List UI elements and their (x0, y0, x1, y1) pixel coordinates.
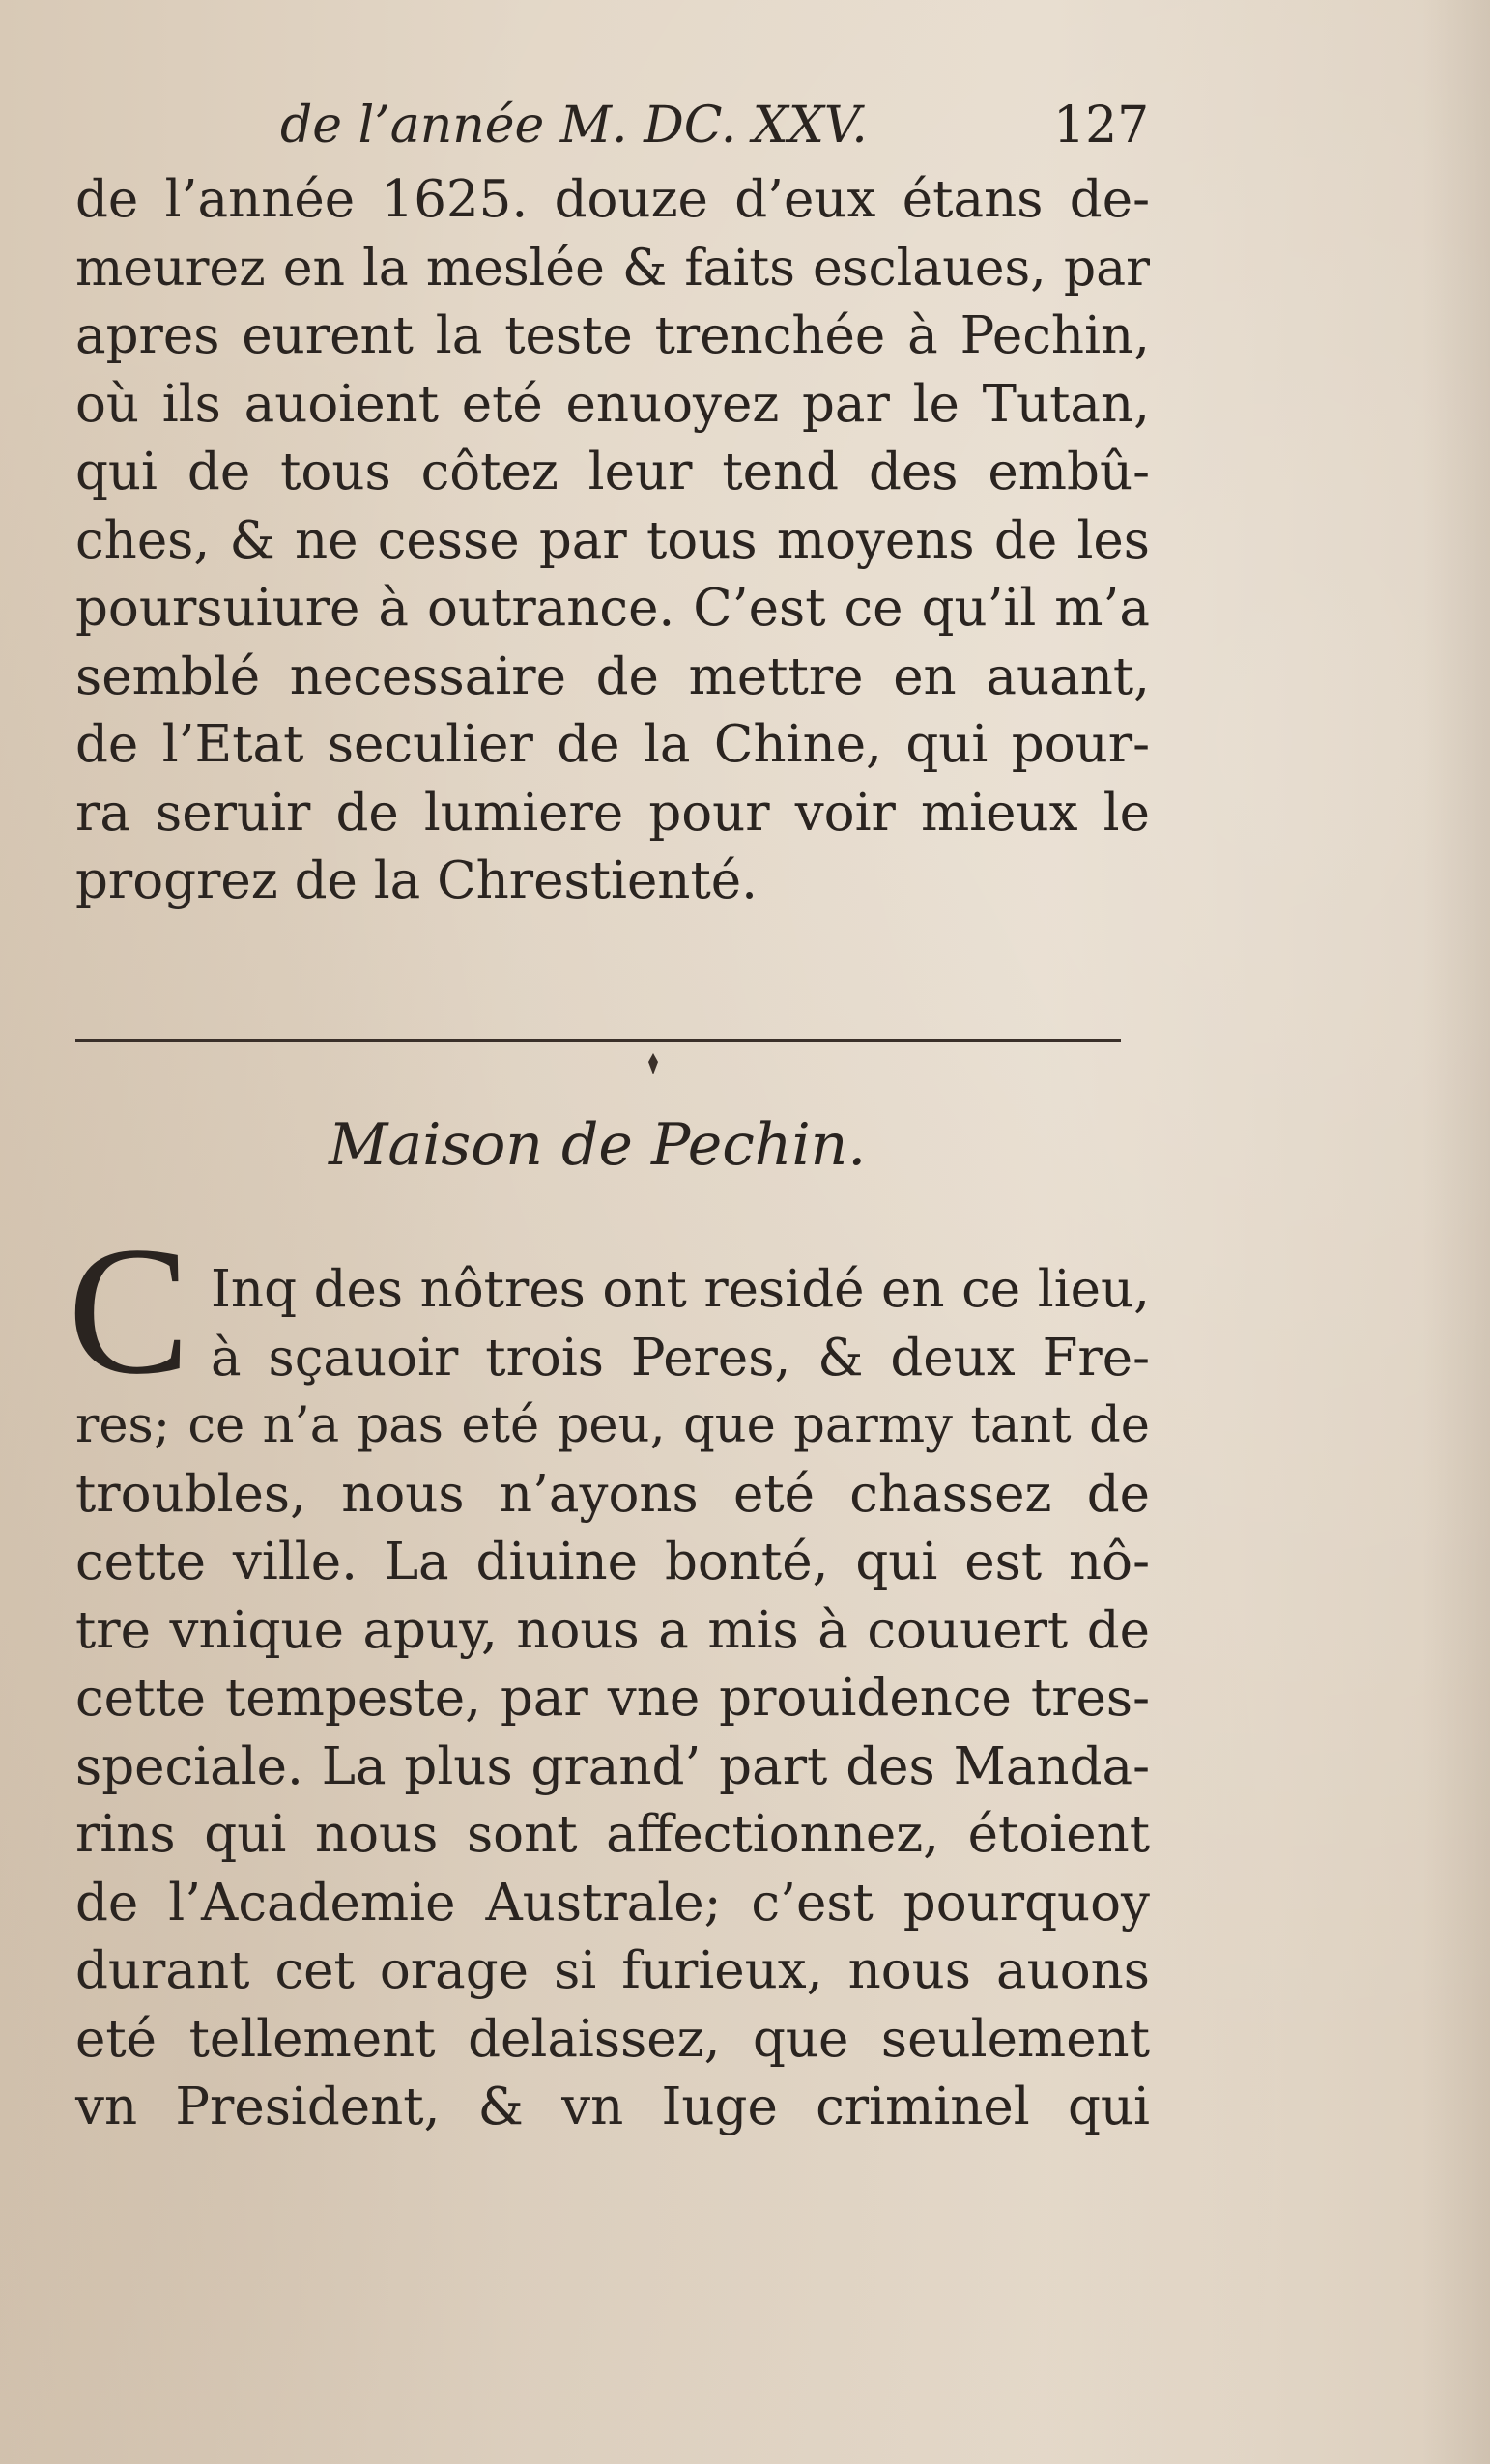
text-line: de l’année 1625. douze d’eux étans de- (75, 170, 1150, 229)
text-line: durant cet orage si furieux, nous auons (75, 1941, 1150, 2000)
text-line: à sçauoir trois Peres, & deux Fre- (211, 1328, 1150, 1388)
drop-cap: C (68, 1210, 190, 1413)
text-line: res; ce n’a pas eté peu, que parmy tant de (75, 1397, 1150, 1454)
text-line: speciale. La plus grand’ part des Manda- (75, 1736, 1150, 1796)
text-line: semblé necessaire de mettre en auant, (75, 646, 1150, 706)
text-line: poursuiure à outrance. C’est ce qu’il m’a (75, 579, 1150, 638)
text-line: ches, & ne cesse par tous moyens de les (75, 510, 1150, 570)
divider-ornament-icon (645, 1053, 661, 1074)
text-line: ra seruir de lumiere pour voir mieux le (75, 783, 1150, 843)
text-line: troubles, nous n’ayons eté chassez de (75, 1464, 1150, 1524)
paragraph-continued (75, 166, 1150, 916)
text-line: cette ville. La diuine bonté, qui est nô- (75, 1533, 1150, 1591)
section-heading: Maison de Pechin. (329, 1111, 867, 1179)
text-line: eté tellement delaissez, que seulement (75, 2009, 1150, 2069)
text-line: de l’Etat seculier de la Chine, qui pour- (75, 715, 1150, 774)
running-head (280, 97, 1150, 164)
text-line: tre vnique apuy, nous a mis à couuert de (75, 1600, 1150, 1660)
text-line: cette tempeste, par vne prouidence tres- (75, 1669, 1150, 1728)
text-line: meurez en la meslée & faits esclaues, par (75, 239, 1150, 298)
paragraph-section (75, 1256, 1150, 2142)
text-line: vn President, & vn Iuge criminel qui (75, 2077, 1150, 2136)
section-divider-rule (75, 1039, 1121, 1042)
running-head-title: de l’année M. DC. XXV. (280, 97, 868, 155)
text-line: qui de tous côtez leur tend des embû- (75, 443, 1150, 501)
text-line: progrez de la Chrestienté. (75, 851, 758, 910)
page-number: 127 (1053, 97, 1150, 155)
text-line: rins qui nous sont affectionnez, étoient (75, 1805, 1150, 1864)
text-line: Inq des nôtres ont residé en ce lieu, (211, 1260, 1150, 1319)
text-line: apres eurent la teste trenchée à Pechin, (75, 306, 1150, 365)
text-line: où ils auoient eté enuoyez par le Tutan, (75, 374, 1150, 434)
text-line: de l’Academie Australe; c’est pourquoy (75, 1873, 1150, 1933)
